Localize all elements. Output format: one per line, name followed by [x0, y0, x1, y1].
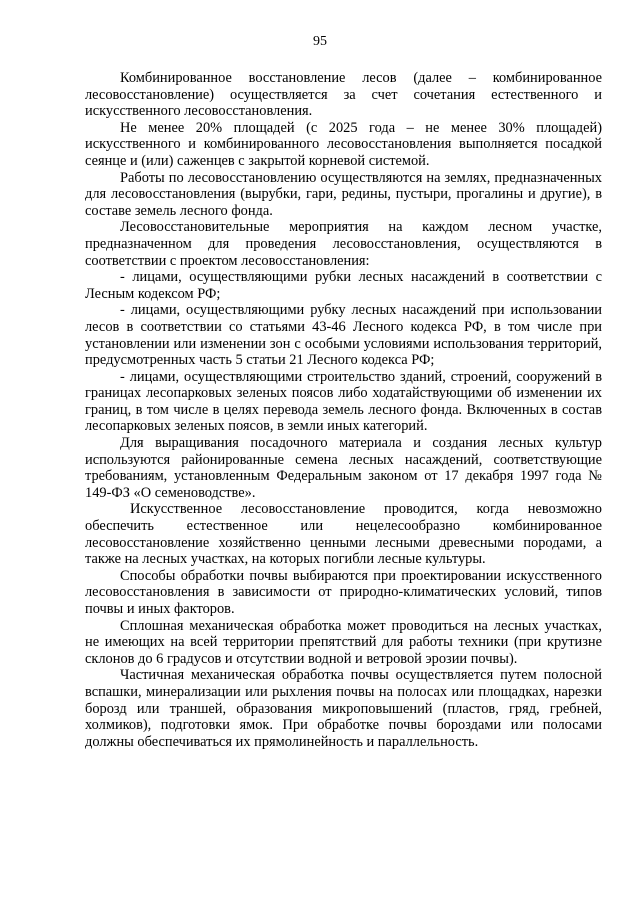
- paragraph-continuous-treatment: Сплошная механическая обработка может проводиться на лесных участках, не имеющих на всей территории препятствий для работы техники (при крутизне склонов до 6 градусов и отсутствии водной и ветровой эрозии почвы).: [85, 617, 602, 667]
- document-body: [85, 70, 602, 750]
- paragraph-restoration-project: Лесовосстановительные мероприятия на каждом лесном участке, предназначенном для проведения лесовосстановления, осуществляются в соответствии с проектом лесовосстановления:: [85, 219, 602, 269]
- list-item-logging-persons: - лицами, осуществляющими рубки лесных насаждений в соответствии с Лесным кодексом РФ;: [85, 269, 602, 302]
- paragraph-partial-treatment: Частичная механическая обработка почвы осуществляется путем полосной вспашки, минерализации или рыхления почвы на полосах или площадках, нарезки борозд или траншей, образования микроповышений (пластов, гряд, гребней, холмиков), подготовки ямок. При обработке почвы бороздами или полосами должны обеспечиваться их прямолинейность и параллельность.: [85, 667, 602, 750]
- paragraph-zoned-seeds: Для выращивания посадочного материала и создания лесных культур используются районированные семена лесных насаждений, соответствующие требованиям, установленным Федеральным законом от 17 декабря 1997 года № 149-ФЗ «О семеноводстве».: [85, 435, 602, 501]
- page-number: 95: [313, 34, 327, 49]
- paragraph-soil-methods: Способы обработки почвы выбираются при проектировании искусственного лесовосстановления в зависимости от природно-климатических условий, типов почвы и иных факторов.: [85, 567, 602, 617]
- paragraph-combined-restoration: Комбинированное восстановление лесов (далее – комбинированное лесовосстановление) осуществляется за счет сочетания естественного и искусственного лесовосстановления.: [85, 70, 602, 120]
- paragraph-artificial-restoration: Искусственное лесовосстановление проводится, когда невозможно обеспечить естественное или нецелесообразно комбинированное лесовосстановление хозяйственно ценными лесными древесными породами, а также на лесных участках, на которых погибли лесные культуры.: [85, 501, 602, 568]
- list-item-forest-use-persons: - лицами, осуществляющими рубку лесных насаждений при использовании лесов в соответствии со статьями 43-46 Лесного кодекса РФ, в том числе при установлении или изменении зон с особыми условиями использования территорий, предусмотренных часть 5 статьи 21 Лесного кодекса РФ;: [85, 302, 602, 369]
- paragraph-restoration-lands: Работы по лесовосстановлению осуществляются на землях, предназначенных для лесовосстановления (вырубки, гари, редины, пустыри, прогалины и другие), в составе земель лесного фонда.: [85, 169, 602, 219]
- list-item-construction-persons: - лицами, осуществляющими строительство зданий, строений, сооружений в границах лесопарковых зеленых поясов либо ходатайствующими об изменении их границ, в том числе в целях перевода земель лесного фонда. Включенных в состав лесопарковых зеленых поясов, в земли иных категорий.: [85, 368, 602, 435]
- paragraph-closed-root-share: Не менее 20% площадей (с 2025 года – не менее 30% площадей) искусственного и комбинированного лесовосстановления выполняется посадкой сеянце и (или) саженцев с закрытой корневой системой.: [85, 119, 602, 169]
